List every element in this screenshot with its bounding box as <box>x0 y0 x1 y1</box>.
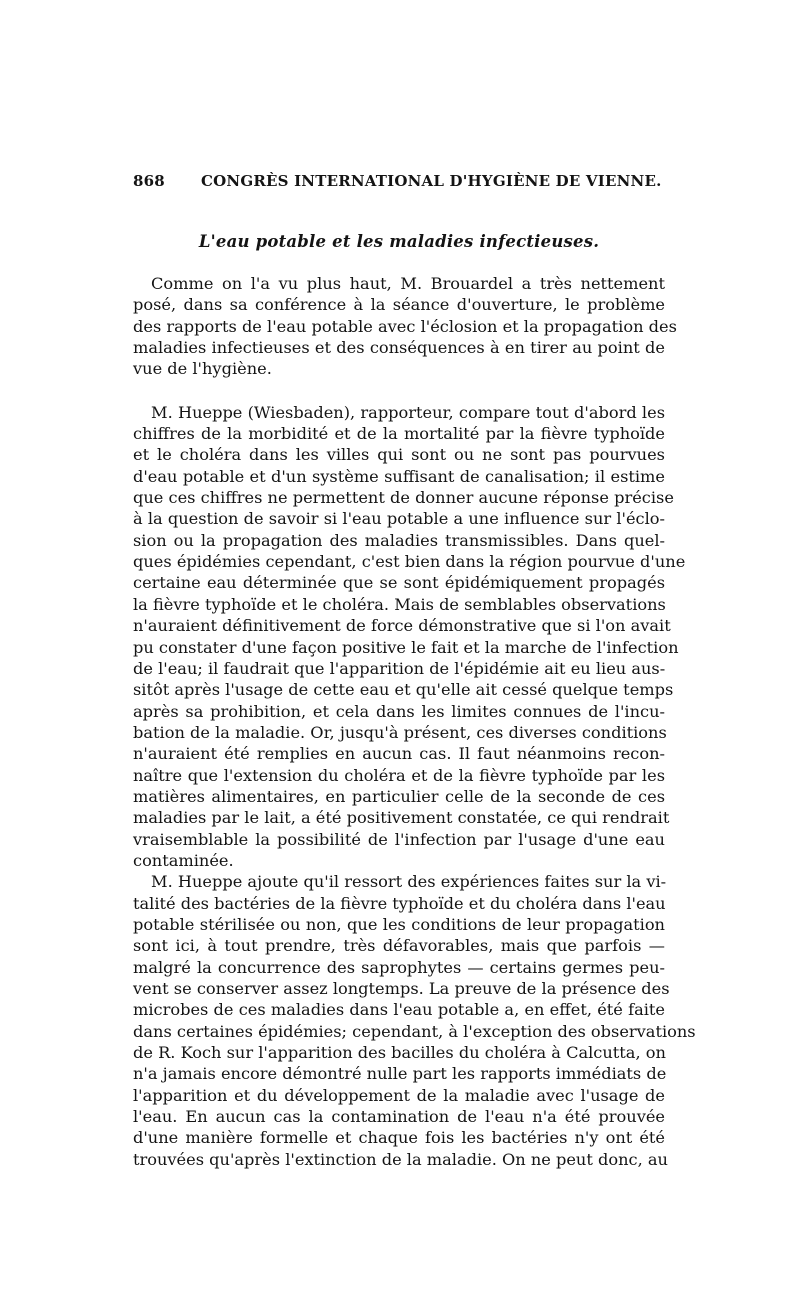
text-line: talité des bactéries de la fièvre typhoïde et du choléra dans l'eau <box>133 893 666 913</box>
text-line: potable stérilisée ou non, que les conditions de leur propagation <box>133 914 665 934</box>
text-line: que ces chiffres ne permettent de donner aucune réponse précise <box>133 488 674 508</box>
page-number: 868 <box>133 172 165 190</box>
text-line: vent se conserver assez longtemps. La preuve de la présence des <box>133 979 670 998</box>
text-line: ques épidémies cependant, c'est bien dans la région pourvue d'une <box>133 552 686 572</box>
running-head: CONGRÈS INTERNATIONAL D'HYGIÈNE DE VIENNE. <box>201 172 662 190</box>
text-line: vue de l'hygiène. <box>133 359 272 379</box>
paragraph-1 <box>133 273 677 380</box>
text-line: trouvées qu'après l'extinction de la maladie. On ne peut donc, au <box>133 1149 668 1169</box>
text-line: l'apparition et du développement de la maladie avec l'usage de <box>133 1085 665 1105</box>
text-line: et le choléra dans les villes qui sont ou ne sont pas pourvues <box>133 445 665 465</box>
text-line: vraisemblable la possibilité de l'infection par l'usage d'une eau <box>133 829 665 849</box>
page-header <box>133 172 665 200</box>
text-line: Comme on l'a vu plus haut, M. Brouardel a très nettement <box>151 274 665 293</box>
text-line: d'eau potable et d'un système suffisant de canalisation; il estime <box>133 466 665 486</box>
text-line: certaine eau déterminée que se sont épidémiquement propagés <box>133 573 665 593</box>
text-line: sion ou la propagation des maladies transmissibles. Dans quel- <box>133 530 665 550</box>
text-line: bation de la maladie. Or, jusqu'à présent, ces diverses conditions <box>133 722 667 742</box>
text-line: à la question de savoir si l'eau potable a une influence sur l'éclo- <box>133 509 665 529</box>
text-line: matières alimentaires, en particulier celle de la seconde de ces <box>133 786 665 806</box>
text-line: M. Hueppe ajoute qu'il ressort des expériences faites sur la vi- <box>151 872 667 892</box>
text-line: d'une manière formelle et chaque fois les bactéries n'y ont été <box>133 1128 665 1148</box>
paragraph-3 <box>133 871 696 1170</box>
text-line: microbes de ces maladies dans l'eau potable a, en effet, été faite <box>133 1000 665 1020</box>
text-line: l'eau. En aucun cas la contamination de l'eau n'a été prouvée <box>133 1107 665 1127</box>
text-line: la fièvre typhoïde et le choléra. Mais de semblables observations <box>133 594 666 614</box>
text-line: des rapports de l'eau potable avec l'éclosion et la propagation des <box>133 316 677 336</box>
text-line: n'a jamais encore démontré nulle part les rapports immédiats de <box>133 1064 667 1084</box>
text-line: maladies infectieuses et des conséquences à en tirer au point de <box>133 338 665 358</box>
text-line: sitôt après l'usage de cette eau et qu'elle ait cessé quelque temps <box>133 680 674 700</box>
text-line: contaminée. <box>133 850 234 870</box>
text-line: maladies par le lait, a été positivement constatée, ce qui rendrait <box>133 808 670 828</box>
text-line: de R. Koch sur l'apparition des bacilles du choléra à Calcutta, on <box>133 1043 666 1063</box>
text-line: de l'eau; il faudrait que l'apparition de l'épidémie ait eu lieu aus- <box>133 658 666 678</box>
text-line: dans certaines épidémies; cependant, à l'exception des observations <box>133 1021 696 1041</box>
text-line: malgré la concurrence des saprophytes — certains germes peu- <box>133 957 665 977</box>
text-line: chiffres de la morbidité et de la mortalité par la fièvre typhoïde <box>133 424 665 444</box>
text-line: pu constater d'une façon positive le fait et la marche de l'infection <box>133 637 679 657</box>
text-line: après sa prohibition, et cela dans les limites connues de l'incu- <box>133 701 665 721</box>
paragraph-2 <box>133 402 686 872</box>
text-line: naître que l'extension du choléra et de la fièvre typhoïde par les <box>133 765 665 785</box>
section-title: L'eau potable et les maladies infectieuses. <box>198 232 600 251</box>
text-line: sont ici, à tout prendre, très défavorables, mais que parfois — <box>133 936 665 956</box>
page-content <box>133 172 696 1170</box>
text-line: n'auraient définitivement de force démonstrative que si l'on avait <box>133 616 671 636</box>
text-line: posé, dans sa conférence à la séance d'ouverture, le problème <box>133 295 665 315</box>
text-line: n'auraient été remplies en aucun cas. Il faut néanmoins recon- <box>133 744 665 764</box>
body-text <box>133 273 696 1170</box>
text-line: M. Hueppe (Wiesbaden), rapporteur, compare tout d'abord les <box>151 402 665 422</box>
